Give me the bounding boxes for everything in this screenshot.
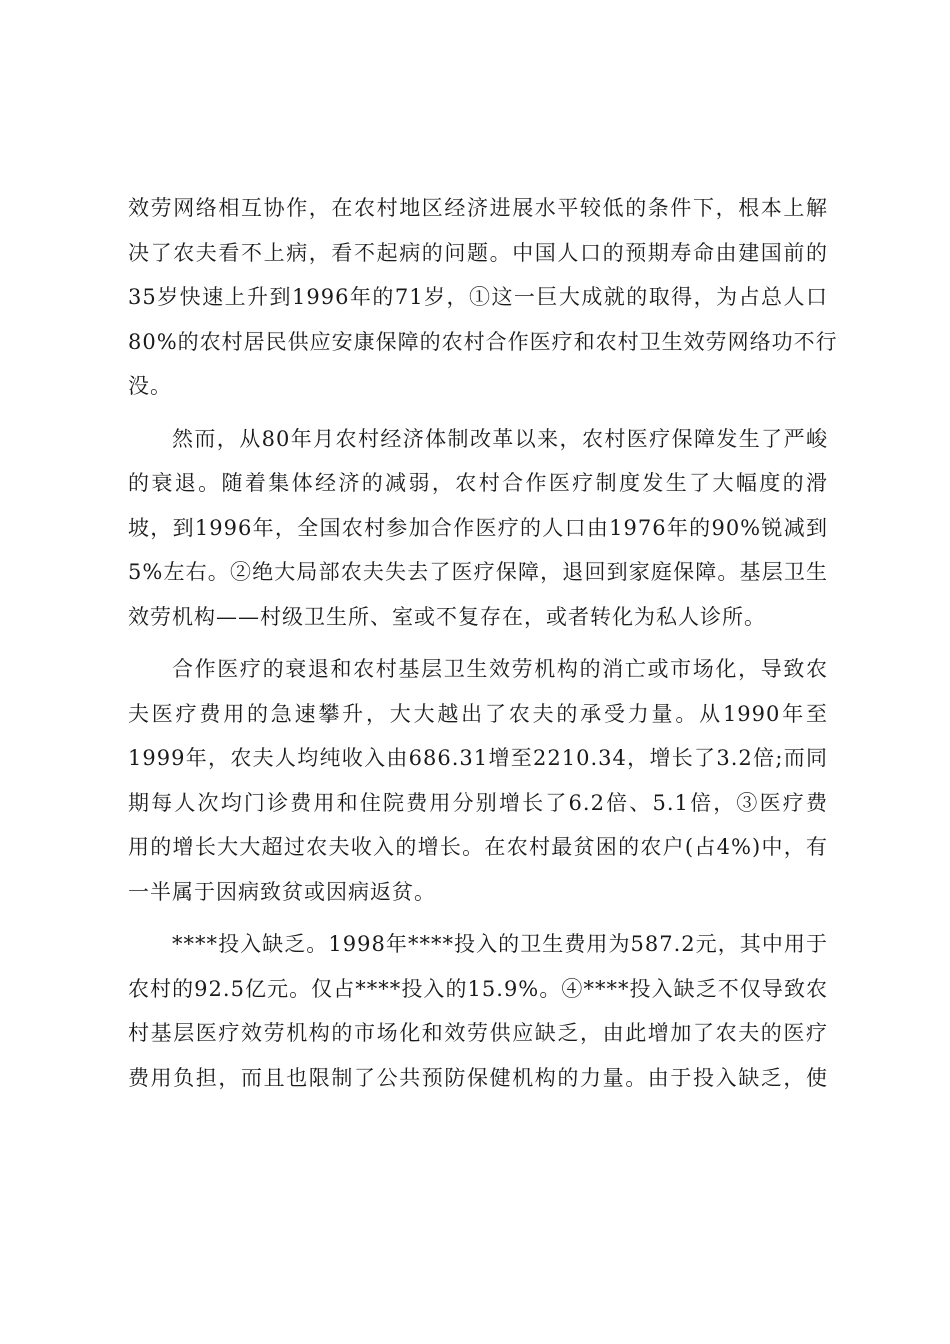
text-line: 村基层医疗效劳机构的市场化和效劳供应缺乏，由此增加了农夫的医疗 (128, 1021, 828, 1045)
text-line: 用的增长大大超过农夫收入的增长。在农村最贫困的农户(占4%)中，有 (128, 835, 828, 859)
text-line: 费用负担，而且也限制了公共预防保健机构的力量。由于投入缺乏，使 (128, 1065, 828, 1090)
text-line: 效劳网络相互协作，在农村地区经济进展水平较低的条件下，根本上解 (128, 196, 828, 220)
paragraph-2 (128, 417, 828, 640)
text-line: 的衰退。随着集体经济的减弱，农村合作医疗制度发生了大幅度的滑 (128, 471, 828, 495)
text-line: 5%左右。②绝大局部农夫失去了医疗保障，退回到家庭保障。基层卫生 (128, 560, 828, 584)
text-line: 35岁快速上升到1996年的71岁，①这一巨大成就的取得，为占总人口 (128, 285, 828, 309)
paragraph-3 (128, 647, 828, 914)
text-line: 1999年，农夫人均纯收入由686.31增至2210.34，增长了3.2倍;而同 (128, 746, 828, 770)
text-line: 80%的农村居民供应安康保障的农村合作医疗和农村卫生效劳网络功不行 (128, 329, 838, 354)
text-line: ****投入缺乏。1998年****投入的卫生费用为587.2元，其中用于 (172, 932, 828, 956)
text-line: 没。 (128, 374, 172, 398)
text-line: 期每人次均门诊费用和住院费用分别增长了6.2倍、5.1倍，③医疗费 (128, 790, 828, 815)
paragraph-4 (128, 922, 828, 1100)
text-line: 效劳机构——村级卫生所、室或不复存在，或者转化为私人诊所。 (128, 604, 766, 629)
text-line: 农村的92.5亿元。仅占****投入的15.9%。④****投入缺乏不仅导致农 (128, 976, 828, 1001)
text-line: 坡，到1996年，全国农村参加合作医疗的人口由1976年的90%锐减到 (128, 515, 828, 540)
document-body (128, 186, 838, 1108)
text-line: 一半属于因病致贫或因病返贫。 (128, 879, 436, 904)
text-line: 合作医疗的衰退和农村基层卫生效劳机构的消亡或市场化，导致农 (172, 657, 828, 681)
paragraph-1 (128, 186, 838, 409)
text-line: 夫医疗费用的急速攀升，大大越出了农夫的承受力量。从1990年至 (128, 701, 828, 726)
text-line: 然而，从80年月农村经济体制改革以来，农村医疗保障发生了严峻 (172, 426, 828, 451)
text-line: 决了农夫看不上病，看不起病的问题。中国人口的预期寿命由建国前的 (128, 240, 828, 265)
